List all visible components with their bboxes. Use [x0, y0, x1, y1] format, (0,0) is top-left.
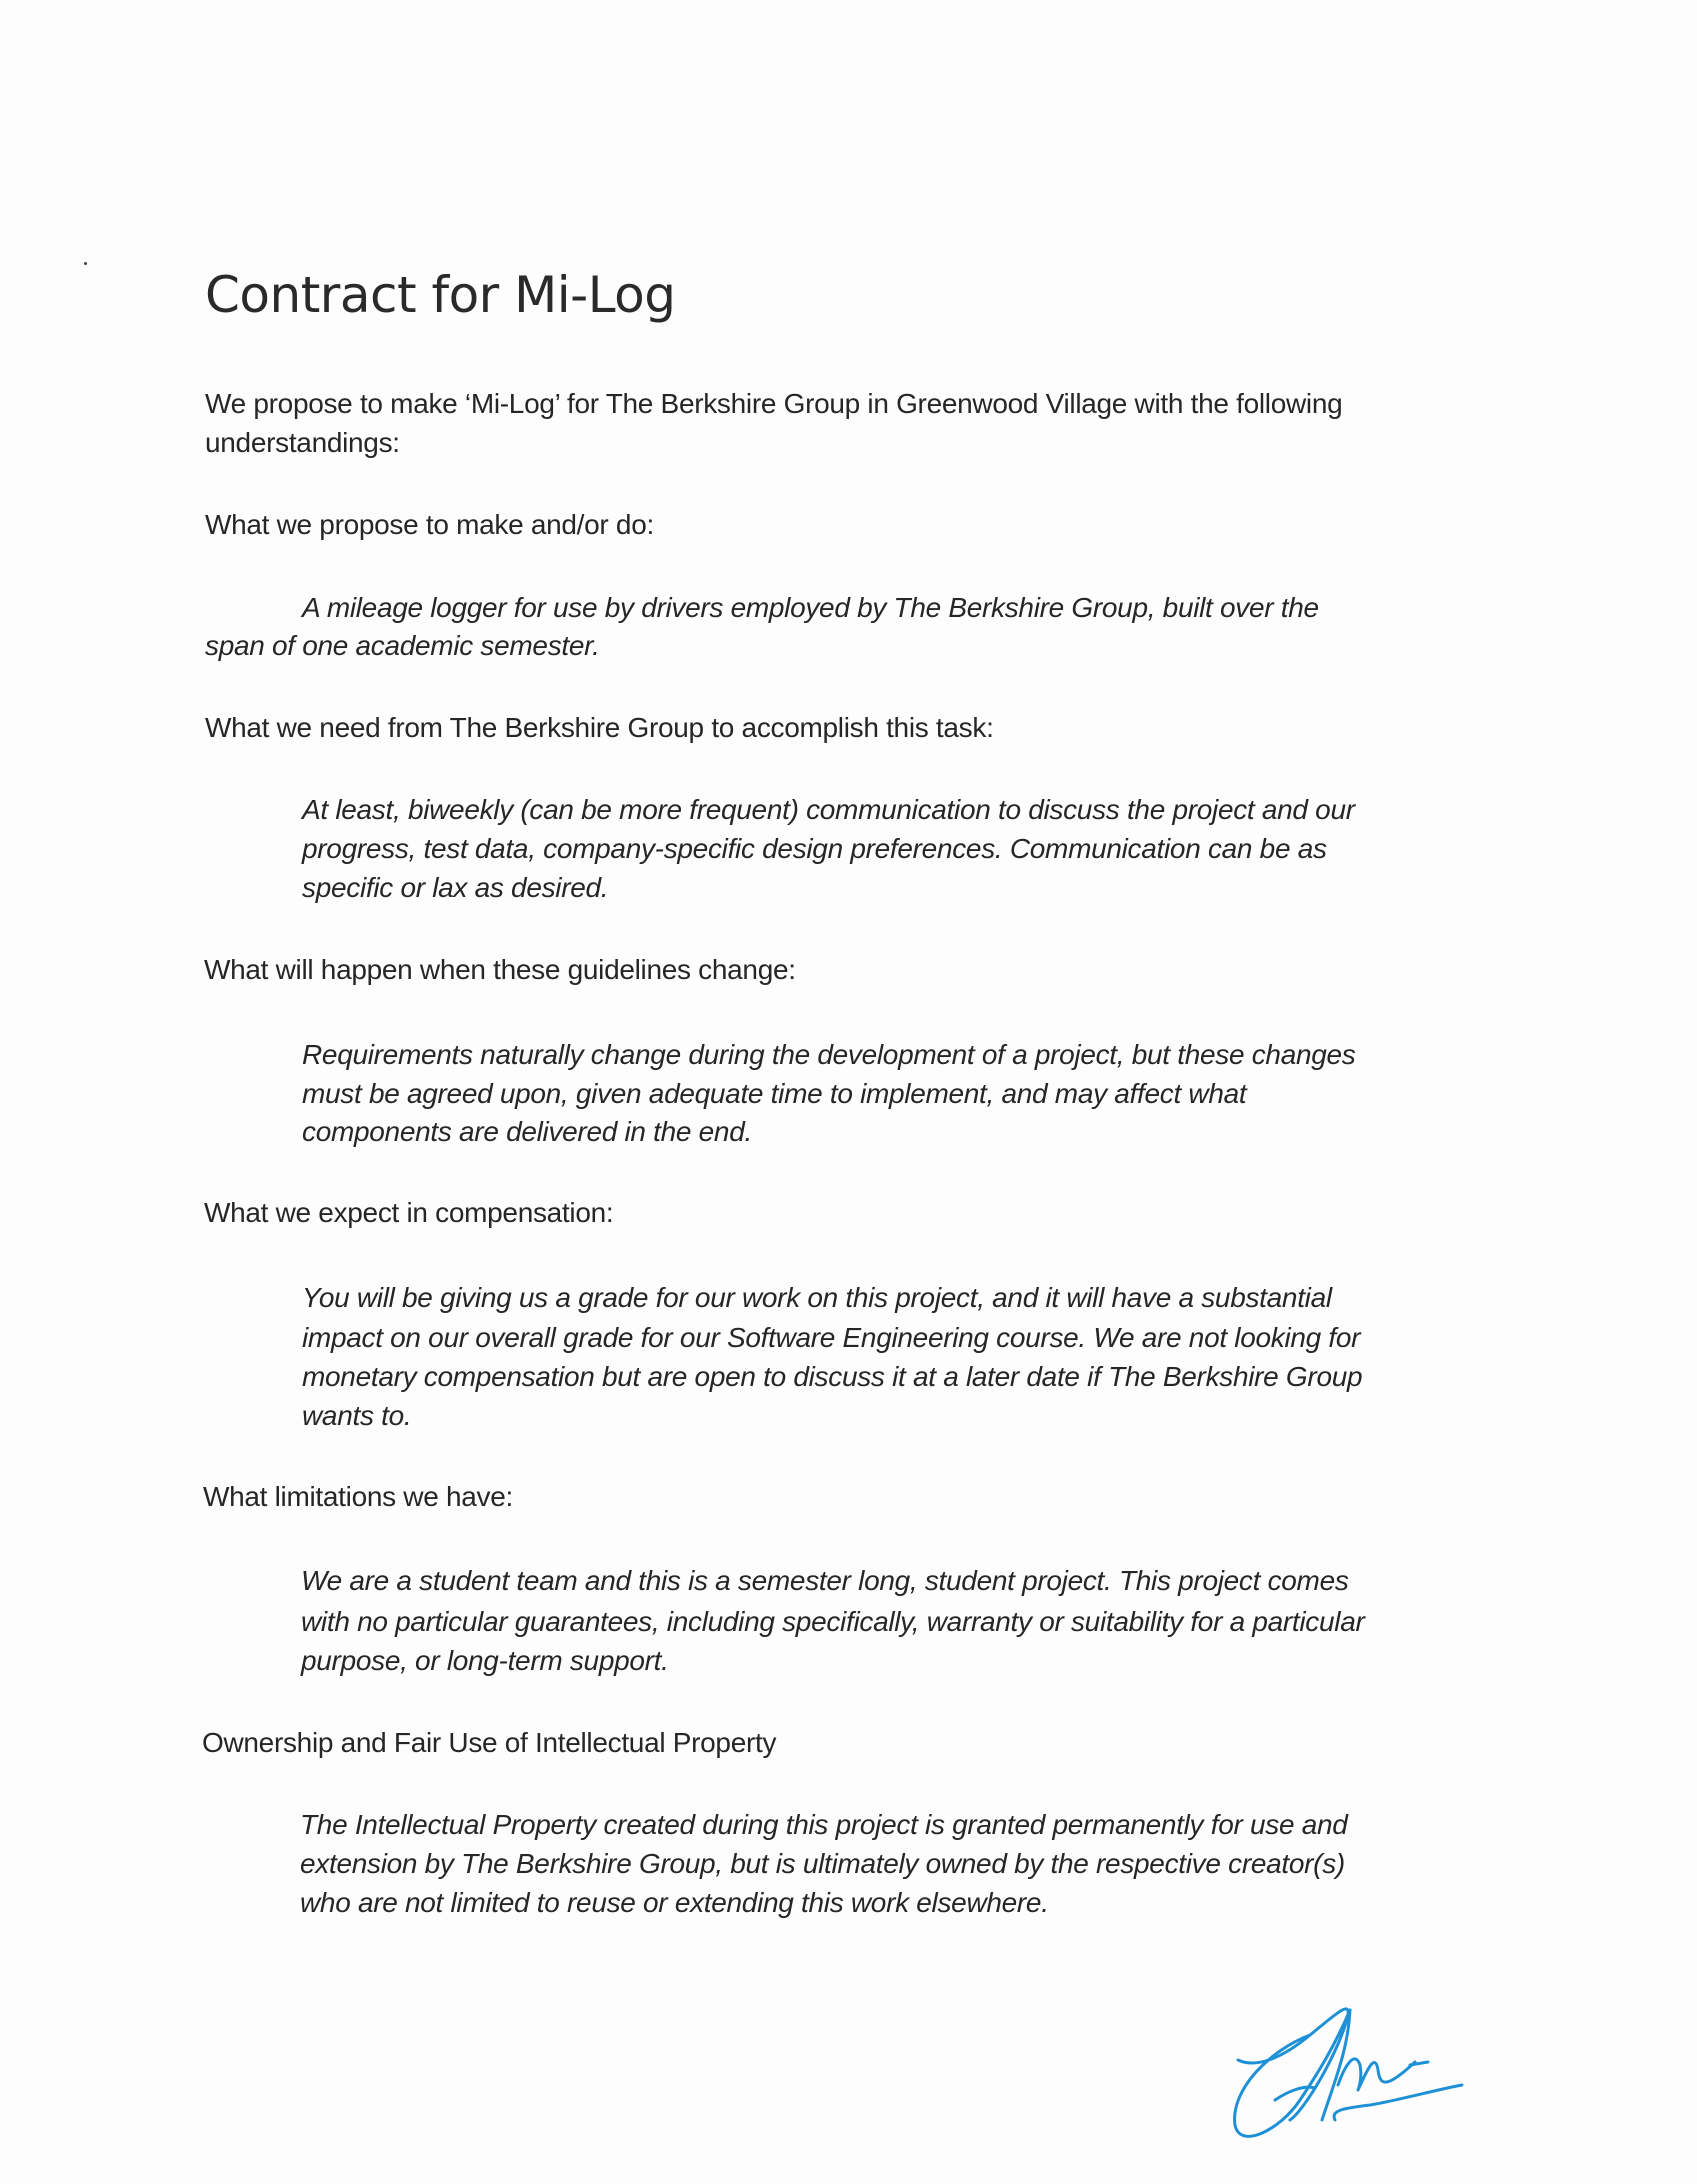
section-body-line: The Intellectual Property created during this project is granted permanently for use and: [300, 1809, 1348, 1840]
document-title: Contract for Mi-Log: [205, 266, 676, 324]
intro-line: understandings:: [205, 427, 400, 458]
section-body-line: components are delivered in the end.: [302, 1116, 752, 1147]
section-body-line: must be agreed upon, given adequate time to implement, and may affect what: [302, 1078, 1247, 1109]
section-heading: What limitations we have:: [203, 1481, 513, 1512]
section-body-line: span of one academic semester.: [205, 630, 600, 661]
scan-speck: [84, 262, 87, 265]
section-body-line: monetary compensation but are open to discuss it at a later date if The Berkshire Group: [302, 1361, 1363, 1392]
section-body-line: who are not limited to reuse or extending this work elsewhere.: [300, 1887, 1049, 1918]
section-body-line: wants to.: [302, 1400, 412, 1431]
intro-line: We propose to make ‘Mi-Log’ for The Berkshire Group in Greenwood Village with the following: [205, 388, 1343, 419]
section-heading: What will happen when these guidelines change:: [204, 954, 796, 985]
section-heading: Ownership and Fair Use of Intellectual Property: [202, 1727, 777, 1758]
section-body-line: A mileage logger for use by drivers employed by The Berkshire Group, built over the: [302, 592, 1319, 623]
section-heading: What we propose to make and/or do:: [205, 509, 654, 540]
section-heading: What we need from The Berkshire Group to accomplish this task:: [205, 712, 994, 743]
section-body-line: with no particular guarantees, including specifically, warranty or suitability for a particular: [301, 1606, 1365, 1637]
section-body-line: Requirements naturally change during the development of a project, but these changes: [302, 1039, 1356, 1070]
section-body-line: We are a student team and this is a semester long, student project. This project comes: [301, 1565, 1349, 1596]
section-heading: What we expect in compensation:: [204, 1197, 614, 1228]
section-body-line: extension by The Berkshire Group, but is ultimately owned by the respective creator(s): [300, 1848, 1345, 1879]
section-body-line: At least, biweekly (can be more frequent) communication to discuss the project and our: [302, 794, 1355, 825]
section-body-line: specific or lax as desired.: [302, 872, 609, 903]
handwritten-signature: [1210, 1990, 1470, 2150]
section-body-line: purpose, or long-term support.: [301, 1645, 669, 1676]
section-body-line: You will be giving us a grade for our work on this project, and it will have a substantial: [302, 1282, 1332, 1313]
section-body-line: progress, test data, company-specific design preferences. Communication can be as: [302, 833, 1327, 864]
section-body-line: impact on our overall grade for our Software Engineering course. We are not looking for: [302, 1322, 1361, 1353]
